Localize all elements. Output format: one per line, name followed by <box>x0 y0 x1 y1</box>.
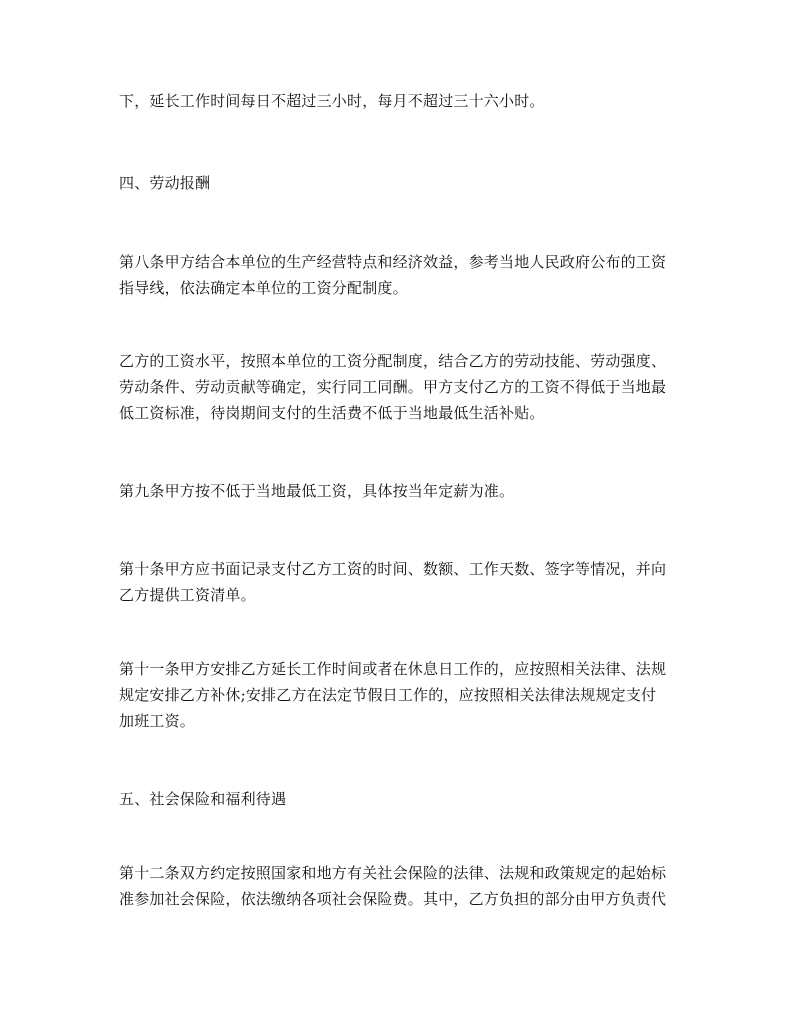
section-heading-social-insurance <box>119 786 679 812</box>
text-line: 四、劳动报酬 <box>119 174 211 192</box>
section-heading-remuneration <box>119 170 679 196</box>
paragraph-wage-level <box>119 348 679 426</box>
paragraph-article-11 <box>119 656 679 734</box>
text-line: 第十条甲方应书面记录支付乙方工资的时间、数额、工作天数、签字等情况，并向 <box>119 560 667 578</box>
text-line: 下，延长工作时间每日不超过三小时，每月不超过三十六小时。 <box>119 92 545 110</box>
text-line: 第十一条甲方安排乙方延长工作时间或者在休息日工作的，应按照相关法律、法规 <box>119 660 667 678</box>
paragraph-article-12 <box>119 860 679 912</box>
text-line: 准参加社会保险，依法缴纳各项社会保险费。其中，乙方负担的部分由甲方负责代 <box>119 890 667 908</box>
text-line: 低工资标准，待岗期间支付的生活费不低于当地最低生活补贴。 <box>119 404 545 422</box>
text-line: 规定安排乙方补休;安排乙方在法定节假日工作的，应按照相关法律法规规定支付 <box>119 686 657 704</box>
text-line: 指导线，依法确定本单位的工资分配制度。 <box>119 279 408 297</box>
paragraph-article-8 <box>119 249 679 301</box>
text-line: 第九条甲方按不低于当地最低工资，具体按当年定薪为准。 <box>119 482 515 500</box>
text-line: 第十二条双方约定按照国家和地方有关社会保险的法律、法规和政策规定的起始标 <box>119 864 667 882</box>
text-line: 第八条甲方结合本单位的生产经营特点和经济效益，参考当地人民政府公布的工资 <box>119 253 667 271</box>
text-line: 劳动条件、劳动贡献等确定，实行同工同酬。甲方支付乙方的工资不得低于当地最 <box>119 378 667 396</box>
paragraph-overtime-limit <box>119 88 679 114</box>
text-line: 加班工资。 <box>119 712 196 730</box>
text-line: 五、社会保险和福利待遇 <box>119 790 287 808</box>
text-line: 乙方的工资水平，按照本单位的工资分配制度，结合乙方的劳动技能、劳动强度、 <box>119 352 667 370</box>
paragraph-article-9 <box>119 478 679 504</box>
paragraph-article-10 <box>119 556 679 608</box>
text-line: 乙方提供工资清单。 <box>119 586 256 604</box>
